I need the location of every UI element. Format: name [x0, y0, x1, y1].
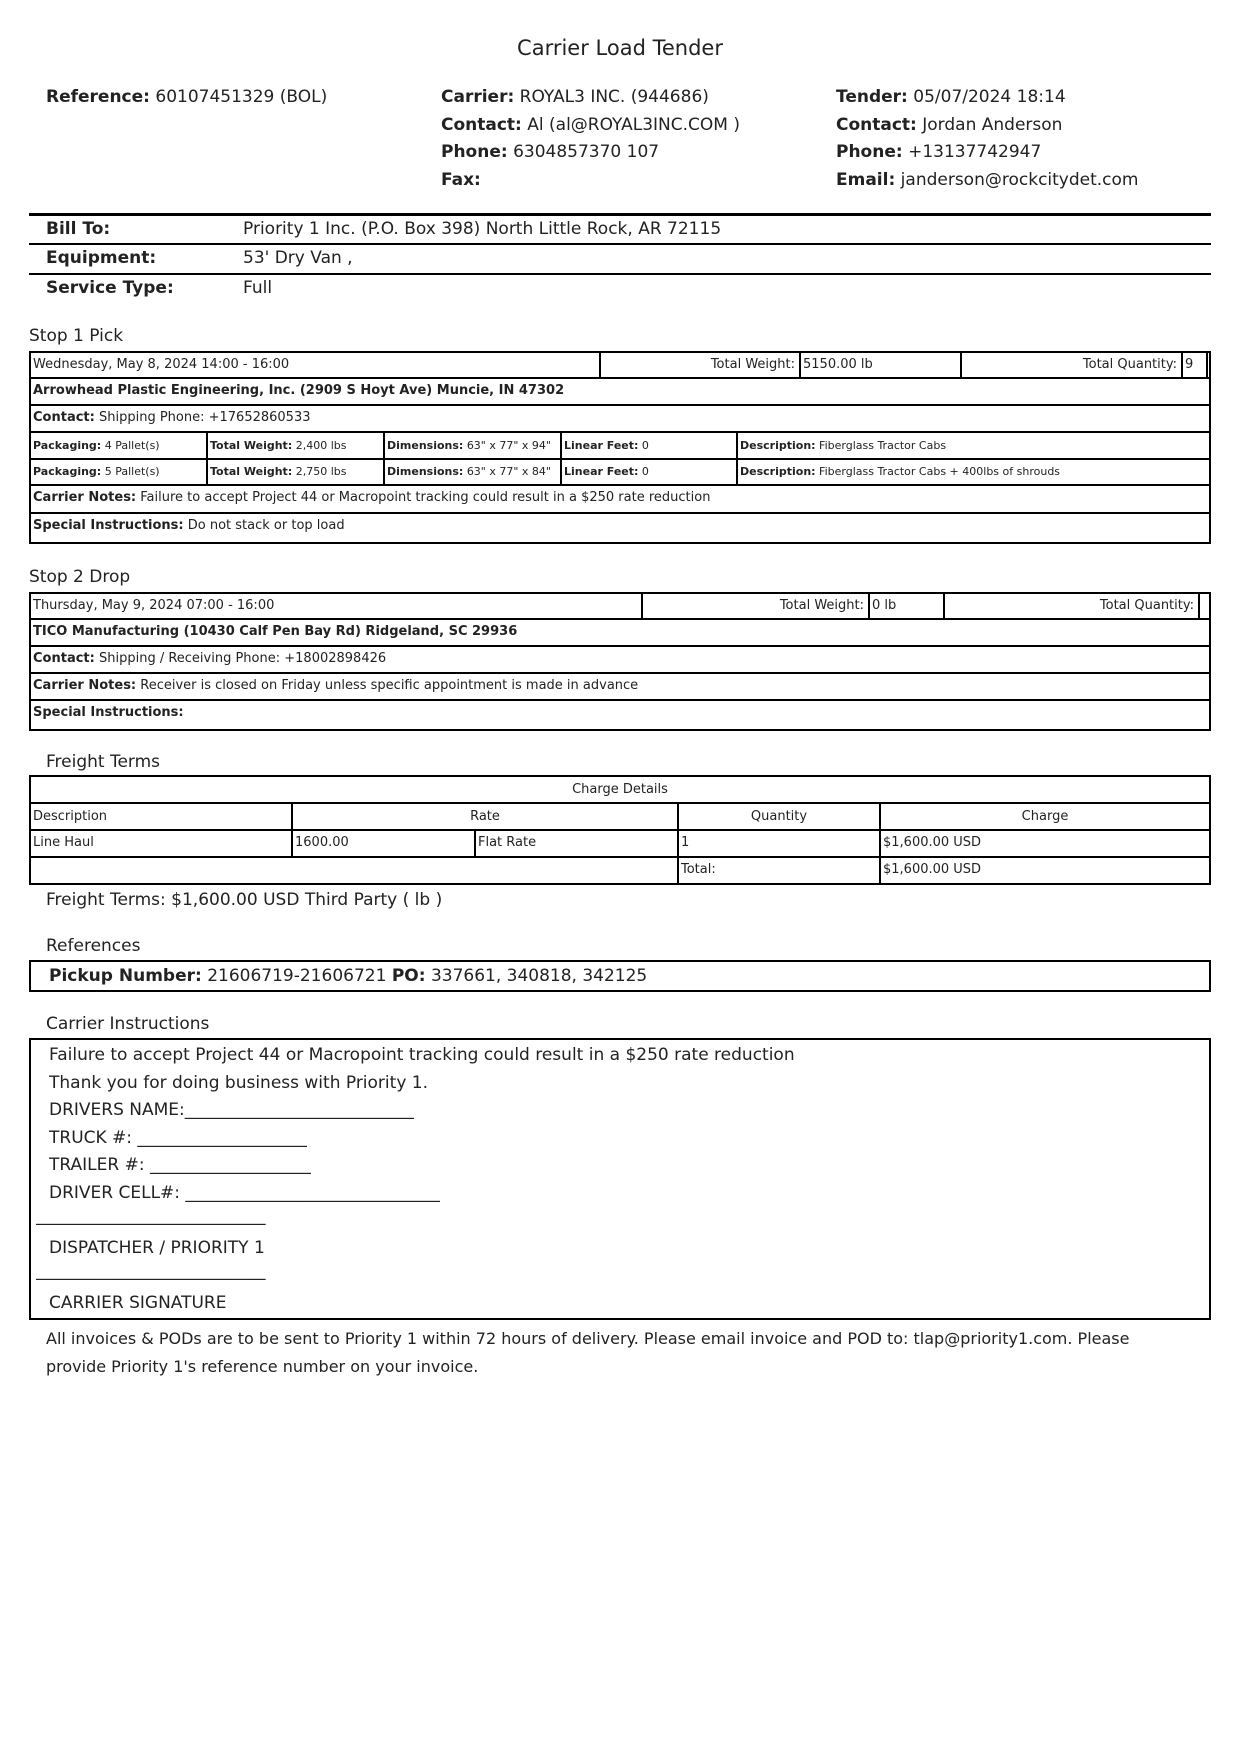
- row-divider: [31, 404, 1209, 406]
- stop2-heading: Stop 2 Drop: [29, 567, 131, 587]
- stop2-contact-label: Contact:: [33, 651, 95, 666]
- dispatcher-label: DISPATCHER / PRIORITY 1: [49, 1237, 265, 1258]
- drivers-name-line: DRIVERS NAME:___________________________: [49, 1100, 415, 1120]
- row-divider: [31, 484, 1209, 486]
- freight-terms-text: Freight Terms: $1,600.00 USD Third Party ( lb ): [46, 890, 443, 910]
- stop1-carrier-notes-label: Carrier Notes:: [33, 490, 137, 505]
- dimensions-label: Dimensions:: [387, 439, 464, 452]
- references-box: [29, 960, 1211, 992]
- charge-details-table: [29, 775, 1211, 885]
- carrier-block: [441, 84, 740, 194]
- line1-description: [740, 439, 946, 452]
- line2-dimensions: [387, 465, 551, 478]
- tender-email-label: Email:: [836, 169, 896, 190]
- stop2-box: [29, 592, 1211, 731]
- charge-rate-type: Flat Rate: [478, 835, 537, 850]
- carrier-instructions-heading: Carrier Instructions: [46, 1014, 210, 1034]
- col-divider: [560, 431, 562, 484]
- stop2-carrier-notes-label: Carrier Notes:: [33, 678, 137, 693]
- references-heading: References: [46, 936, 141, 956]
- col-divider: [868, 594, 870, 618]
- packaging-value: 4 Pallet(s): [104, 439, 160, 452]
- carrier-signature-line: ___________________________: [36, 1261, 266, 1281]
- po-value: 337661, 340818, 342125: [430, 966, 648, 986]
- stop2-quantity-label: Total Quantity:: [1099, 598, 1194, 613]
- packaging-label: Packaging:: [33, 465, 102, 478]
- line2-linear: [564, 465, 649, 478]
- col-divider: [474, 829, 476, 856]
- carrier-contact-value: Al (al@ROYAL3INC.COM ): [527, 114, 740, 135]
- charge-amount: $1,600.00 USD: [883, 835, 982, 850]
- stop1-special-label: Special Instructions:: [33, 518, 184, 533]
- stop1-special-value: Do not stack or top load: [187, 518, 345, 533]
- stop1-quantity-label: Total Quantity:: [1082, 357, 1177, 372]
- stop1-weight-label: Total Weight:: [710, 357, 795, 372]
- footer-note: [46, 1325, 1129, 1381]
- weight-value: 2,750 lbs: [295, 465, 347, 478]
- packaging-value: 5 Pallet(s): [104, 465, 160, 478]
- instruction-line: Failure to accept Project 44 or Macropoint tracking could result in a $250 rate reduction: [49, 1045, 795, 1065]
- stop2-weight-label: Total Weight:: [779, 598, 864, 613]
- weight-label: Total Weight:: [210, 465, 293, 478]
- dispatcher-signature-line: ___________________________: [36, 1206, 266, 1226]
- instruction-line: Thank you for doing business with Priority 1.: [49, 1072, 428, 1093]
- stop1-contact-label: Contact:: [33, 410, 95, 425]
- row-divider: [31, 377, 1209, 379]
- linear-value: 0: [641, 465, 649, 478]
- line2-description: [740, 465, 1060, 478]
- equipment-label: Equipment:: [46, 248, 157, 268]
- footer-line: All invoices & PODs are to be sent to Priority 1 within 72 hours of delivery. Please email invoice and POD to: tlap@priority1.com. Please: [46, 1329, 1130, 1348]
- carrier-label: Carrier:: [441, 87, 515, 107]
- weight-label: Total Weight:: [210, 439, 293, 452]
- line2-packaging: [33, 465, 160, 478]
- tender-value: 05/07/2024 18:14: [913, 87, 1066, 107]
- col-divider: [736, 431, 738, 484]
- linear-label: Linear Feet:: [564, 465, 639, 478]
- charge-rate: 1600.00: [295, 835, 349, 850]
- bill-to-value: Priority 1 Inc. (P.O. Box 398) North Little Rock, AR 72115: [243, 219, 722, 239]
- charge-description: Line Haul: [33, 835, 94, 850]
- packaging-label: Packaging:: [33, 439, 102, 452]
- tender-phone-label: Phone:: [836, 142, 903, 162]
- stop1-quantity-value: 9: [1185, 357, 1194, 372]
- col-divider: [383, 431, 385, 484]
- trailer-number-line: TRAILER #: ___________________: [49, 1155, 312, 1175]
- carrier-contact-label: Contact:: [441, 114, 522, 135]
- linear-value: 0: [641, 439, 649, 452]
- line1-packaging: [33, 439, 160, 452]
- truck-number-line: TRUCK #: ____________________: [49, 1127, 308, 1148]
- stop1-heading: Stop 1 Pick: [29, 326, 124, 346]
- stop1-location: Arrowhead Plastic Engineering, Inc. (2909 S Hoyt Ave) Muncie, IN 47302: [33, 383, 565, 398]
- freight-heading: Freight Terms: [46, 752, 161, 772]
- col-divider: [1198, 594, 1200, 618]
- stop1-weight-value: 5150.00 lb: [803, 357, 873, 372]
- line1-dimensions: [387, 439, 551, 452]
- tender-contact-label: Contact:: [836, 114, 917, 135]
- description-value: Fiberglass Tractor Cabs: [819, 439, 947, 452]
- line2-weight: [210, 465, 346, 478]
- stop2-date: Thursday, May 9, 2024 07:00 - 16:00: [33, 598, 275, 613]
- carrier-value: ROYAL3 INC. (944686): [519, 87, 709, 107]
- equipment-row: [29, 245, 1211, 272]
- row-divider: [31, 699, 1209, 701]
- reference-label: Reference:: [46, 87, 150, 107]
- line1-linear: [564, 439, 649, 452]
- line1-weight: [210, 439, 346, 452]
- stop2-contact-value: Shipping / Receiving Phone: +18002898426: [98, 651, 387, 666]
- charge-details-title: Charge Details: [572, 782, 668, 797]
- driver-cell-line: DRIVER CELL#: ______________________________: [49, 1182, 441, 1203]
- col-header-rate: Rate: [470, 809, 500, 824]
- row-divider: [31, 618, 1209, 620]
- carrier-fax-label: Fax:: [441, 169, 481, 190]
- stop1-carrier-notes-value: Failure to accept Project 44 or Macropoint tracking could result in a $250 rate reduction: [140, 490, 711, 505]
- carrier-phone-label: Phone:: [441, 142, 508, 162]
- row-divider: [31, 856, 1209, 858]
- bill-to-row: [29, 216, 1211, 243]
- po-label: PO:: [391, 966, 426, 986]
- charge-quantity: 1: [681, 835, 690, 850]
- tender-phone-value: +13137742947: [908, 142, 1042, 162]
- total-label: Total:: [681, 862, 716, 877]
- description-label: Description:: [740, 439, 816, 452]
- carrier-phone-value: 6304857370 107: [513, 142, 660, 162]
- footer-line: provide Priority 1's reference number on your invoice.: [46, 1357, 479, 1376]
- stop2-weight-value: 0 lb: [872, 598, 897, 613]
- carrier-instructions-box: [29, 1038, 1211, 1320]
- dimensions-label: Dimensions:: [387, 465, 464, 478]
- col-header-charge: Charge: [1021, 809, 1069, 824]
- stop1-box: [29, 351, 1211, 544]
- tender-block: [836, 84, 1139, 194]
- stop2-special-label: Special Instructions:: [33, 705, 184, 720]
- service-type-value: Full: [243, 278, 273, 298]
- col-divider: [206, 431, 208, 484]
- page-title: Carrier Load Tender: [517, 36, 723, 60]
- reference-block: [46, 84, 327, 112]
- equipment-value: 53' Dry Van ,: [243, 248, 353, 268]
- stop2-carrier-notes-value: Receiver is closed on Friday unless specific appointment is made in advance: [140, 678, 639, 693]
- tender-contact-value: Jordan Anderson: [922, 114, 1063, 135]
- service-type-row: [29, 275, 1211, 302]
- col-header-quantity: Quantity: [750, 809, 808, 824]
- total-amount: $1,600.00 USD: [883, 862, 982, 877]
- pickup-label: Pickup Number:: [49, 966, 202, 986]
- row-divider: [31, 802, 1209, 804]
- tender-email-value: janderson@rockcitydet.com: [900, 169, 1139, 190]
- dimensions-value: 63" x 77" x 84": [466, 465, 551, 478]
- description-label: Description:: [740, 465, 816, 478]
- carrier-signature-label: CARRIER SIGNATURE: [49, 1292, 227, 1313]
- stop1-contact-value: Shipping Phone: +17652860533: [98, 410, 311, 425]
- stop2-location: TICO Manufacturing (10430 Calf Pen Bay Rd) Ridgeland, SC 29936: [33, 624, 518, 639]
- col-divider: [1206, 353, 1208, 377]
- bill-to-label: Bill To:: [46, 219, 111, 239]
- col-header-description: Description: [33, 809, 108, 824]
- stop1-date: Wednesday, May 8, 2024 14:00 - 16:00: [33, 357, 290, 372]
- tender-label: Tender:: [836, 87, 908, 107]
- linear-label: Linear Feet:: [564, 439, 639, 452]
- service-type-label: Service Type:: [46, 278, 174, 298]
- col-divider: [799, 353, 801, 377]
- description-value: Fiberglass Tractor Cabs + 400lbs of shrouds: [819, 465, 1061, 478]
- weight-value: 2,400 lbs: [295, 439, 347, 452]
- row-divider: [31, 512, 1209, 514]
- row-divider: [31, 672, 1209, 674]
- col-divider: [1181, 353, 1183, 377]
- reference-value: 60107451329 (BOL): [155, 87, 328, 107]
- row-divider: [31, 829, 1209, 831]
- dimensions-value: 63" x 77" x 94": [466, 439, 551, 452]
- row-divider: [31, 645, 1209, 647]
- pickup-value: 21606719-21606721: [207, 966, 387, 986]
